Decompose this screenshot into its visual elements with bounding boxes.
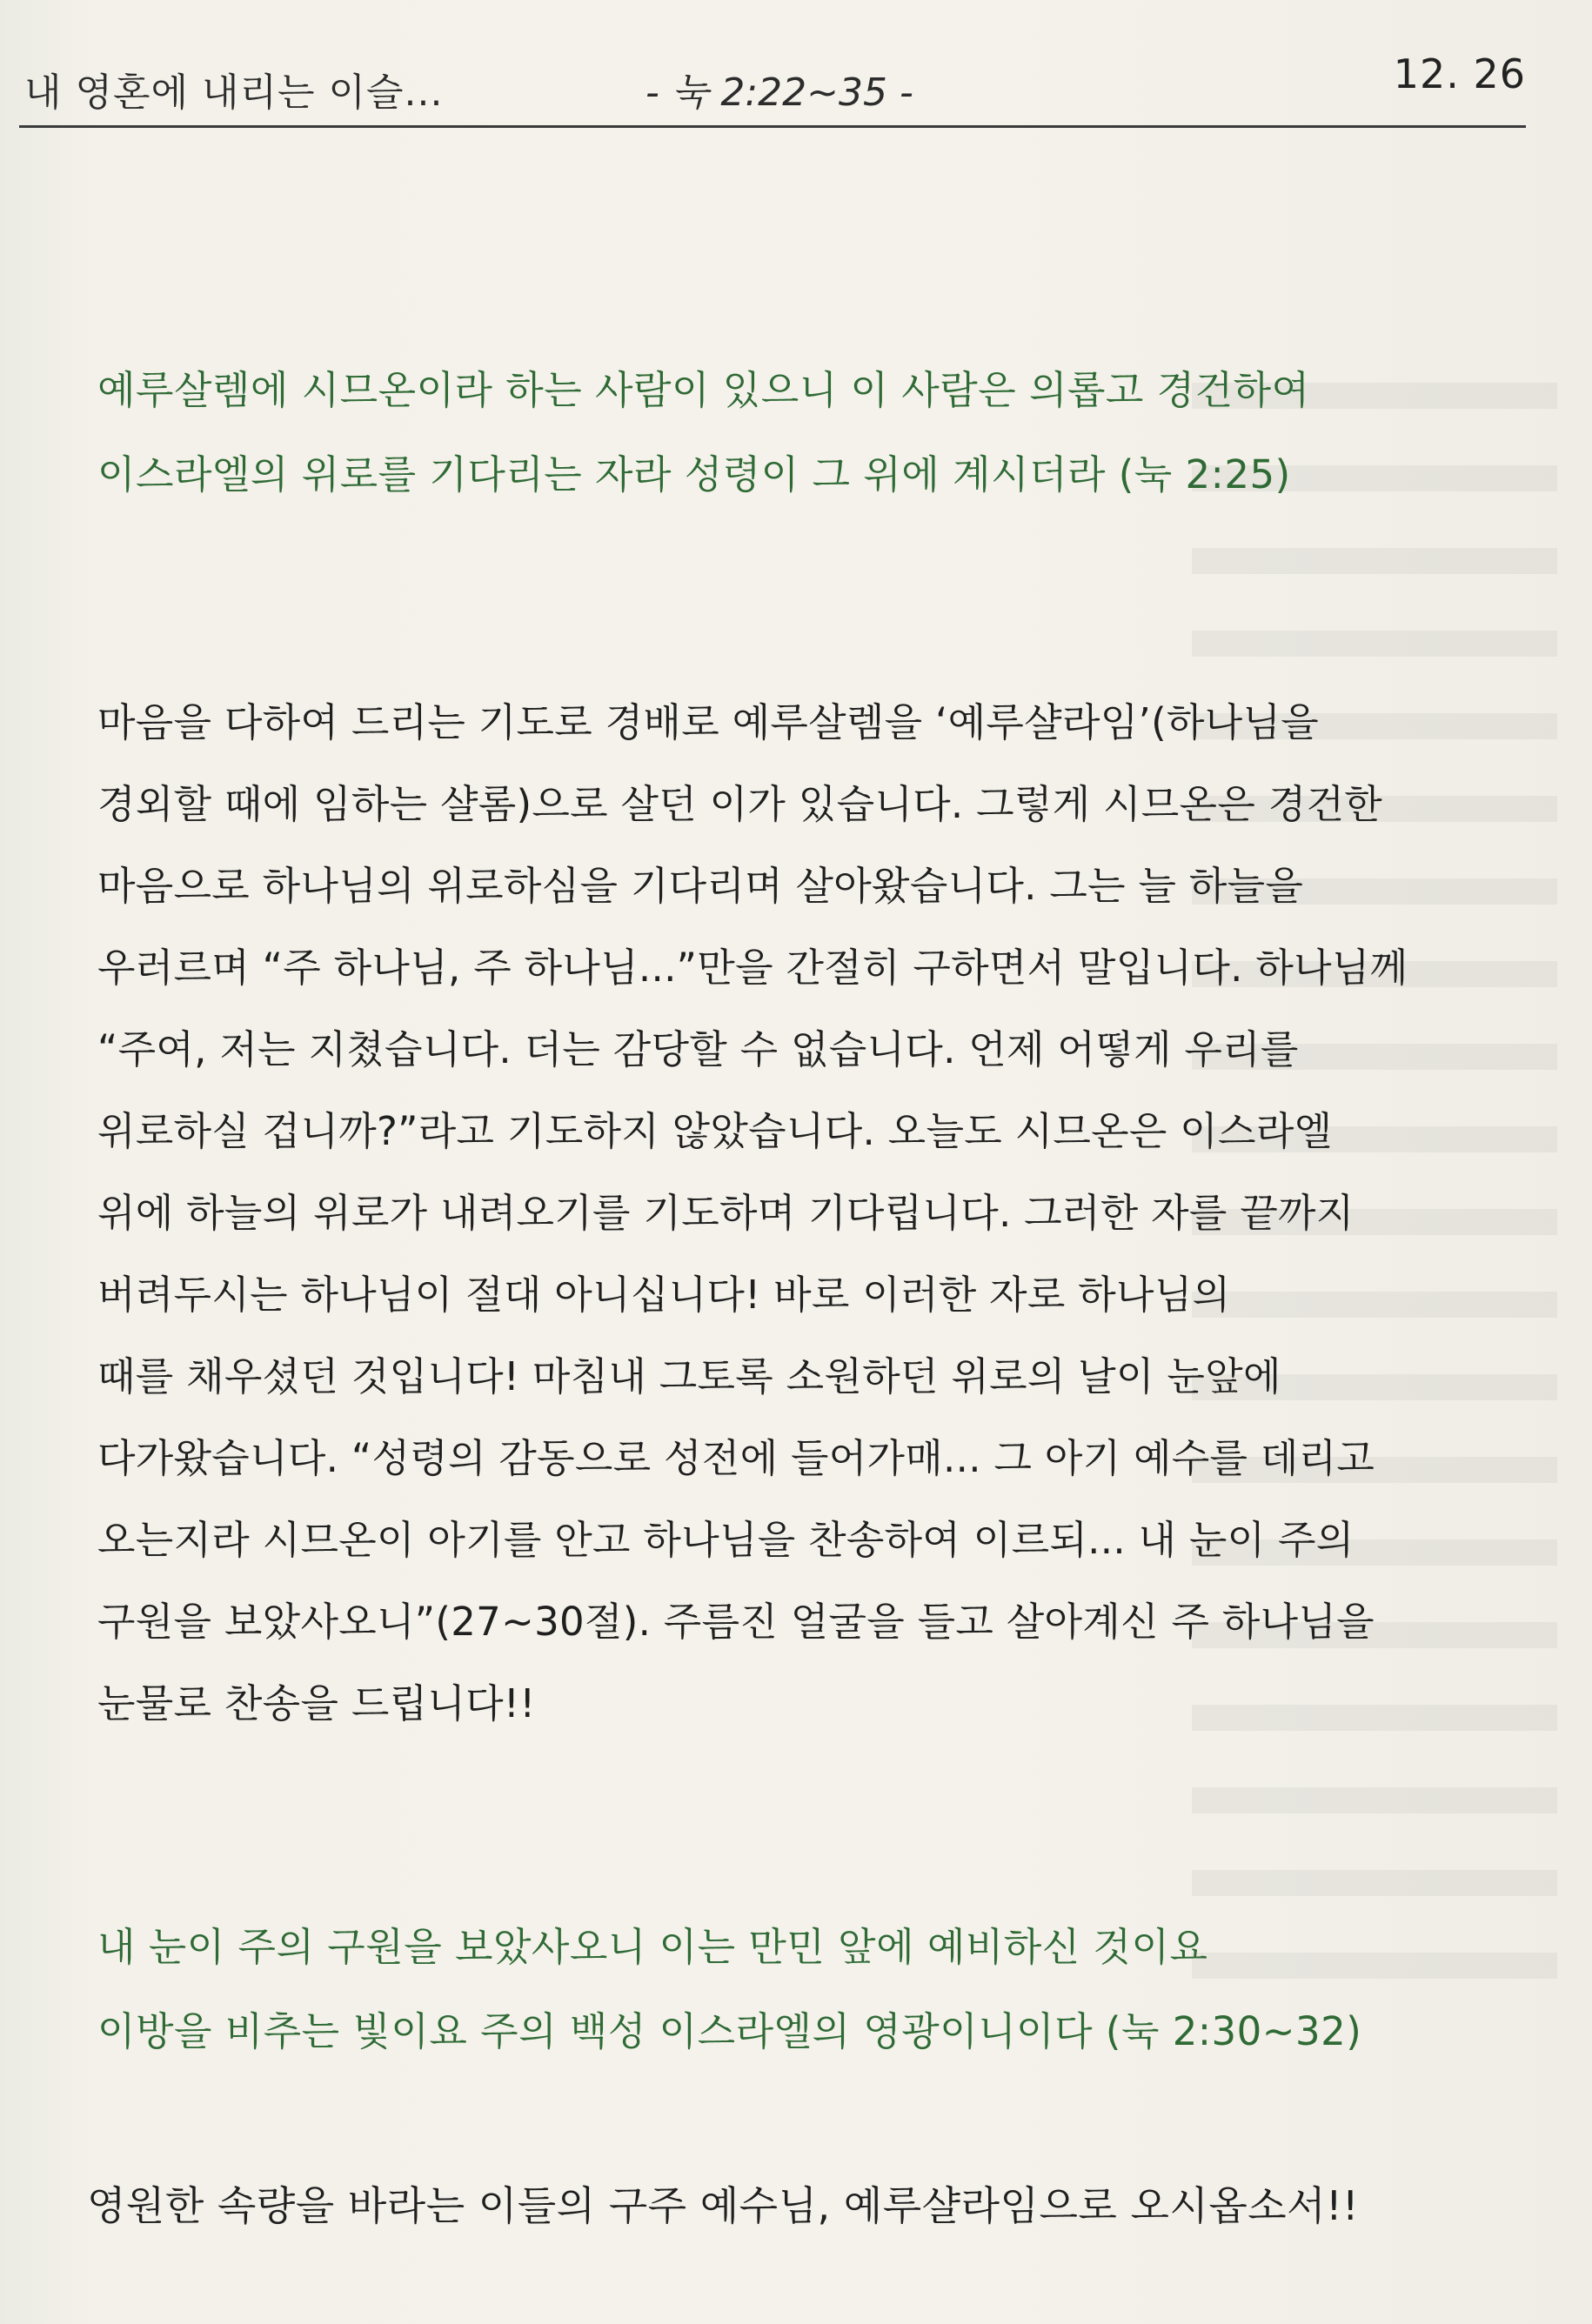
body-line: 눈물로 찬송을 드립니다!! <box>97 1680 536 1726</box>
body-line: 경외할 때에 임하는 샬롬)으로 살던 이가 있습니다. 그렇게 시므온은 경건한 <box>97 781 1383 827</box>
body-line: 마음을 다하여 드리는 기도로 경배로 예루살렘을 ‘예루샬라임’(하나님을 <box>97 699 1320 745</box>
closing-prayer: 영원한 속량을 바라는 이들의 구주 예수님, 예루샬라임으로 오시옵소서!! <box>87 2182 1360 2229</box>
verse-line: 이방을 비추는 빛이요 주의 백성 이스라엘의 영광이니이다 (눅 2:30~32) <box>97 2008 1362 2054</box>
body-line: 위에 하늘의 위로가 내려오기를 기도하며 기다립니다. 그러한 자를 끝까지 <box>97 1190 1355 1236</box>
verse-line: 내 눈이 주의 구원을 보았사오니 이는 만민 앞에 예비하신 것이요 <box>97 1924 1208 1970</box>
opening-verse <box>97 348 1310 517</box>
body-line: 우러르며 “주 하나님, 주 하나님...”만을 간절히 구하면서 말입니다. 하나님께 <box>97 945 1408 991</box>
body-line: 마음으로 하나님의 위로하심을 기다리며 살아왔습니다. 그는 늘 하늘을 <box>97 863 1304 909</box>
body-line: 위로하실 겁니까?”라고 기도하지 않았습니다. 오늘도 시므온은 이스라엘 <box>97 1108 1333 1154</box>
body-line: 구원을 보았사오니”(27~30절). 주름진 얼굴을 들고 살아계신 주 하나님을 <box>97 1599 1375 1645</box>
page-header <box>19 42 1526 129</box>
body-line: 버려두시는 하나님이 절대 아니십니다! 바로 이러한 자로 하나님의 <box>97 1272 1231 1318</box>
body-line: 오는지라 시므온이 아기를 안고 하나님을 찬송하여 이르되... 내 눈이 주의 <box>97 1517 1355 1563</box>
scripture-reference: - 눅 2:22~35 - <box>645 70 913 115</box>
header-divider <box>19 125 1526 128</box>
running-title: 내 영혼에 내리는 이슬... <box>24 70 444 115</box>
verse-line: 이스라엘의 위로를 기다리는 자라 성령이 그 위에 계시더라 (눅 2:25) <box>97 451 1291 498</box>
meditation-body <box>97 682 1408 1745</box>
page-date: 12. 26 <box>1393 50 1526 97</box>
closing-verse <box>97 1905 1361 2074</box>
verse-line: 예루살렘에 시므온이라 하는 사람이 있으니 이 사람은 의롭고 경건하여 <box>97 367 1310 413</box>
body-line: 다가왔습니다. “성령의 감동으로 성전에 들어가매... 그 아기 예수를 데리고 <box>97 1435 1375 1481</box>
body-line: “주여, 저는 지쳤습니다. 더는 감당할 수 없습니다. 언제 어떻게 우리를 <box>97 1026 1299 1072</box>
body-line: 때를 채우셨던 것입니다! 마침내 그토록 소원하던 위로의 날이 눈앞에 <box>97 1353 1281 1399</box>
